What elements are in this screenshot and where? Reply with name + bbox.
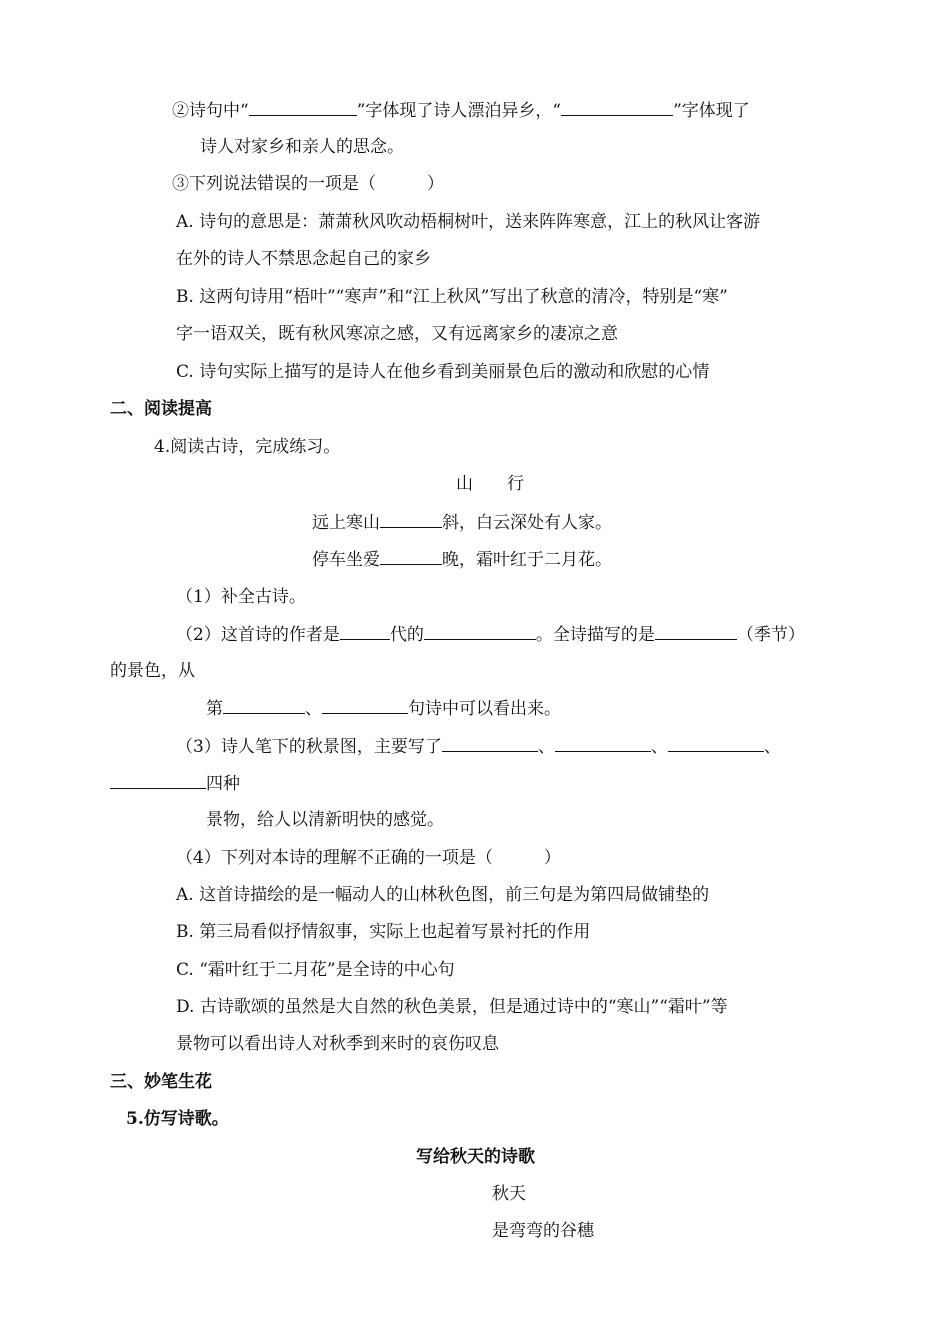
q4-option-d-cont: 景物可以看出诗人对秋季到来时的哀伤叹息 xyxy=(176,1034,499,1054)
answer-blank[interactable] xyxy=(340,623,390,640)
answer-blank[interactable] xyxy=(110,772,206,789)
q4-part-2-line3: 第 、 句诗中可以看出来。 xyxy=(206,699,561,719)
q4-option-b: B. 第三局看似抒情叙事，实际上也起着写景衬托的作用 xyxy=(176,922,591,942)
answer-blank[interactable] xyxy=(668,735,764,752)
poem-line-2: 是弯弯的谷穗 xyxy=(492,1221,594,1241)
q4-part-2-cont: 的景色，从 xyxy=(110,661,195,681)
q3-option-c: C. 诗句实际上描写的是诗人在他乡看到美丽景色后的激动和欣慰的心情 xyxy=(176,362,710,382)
poem-line-1: 远上寒山 斜，白云深处有人家。 xyxy=(312,513,612,533)
answer-blank[interactable] xyxy=(555,735,651,752)
answer-blank[interactable] xyxy=(322,697,408,714)
q3-sub2-line2: 诗人对家乡和亲人的思念。 xyxy=(200,137,404,157)
q3-sub2: ②诗句中“ ”字体现了诗人漂泊异乡，“ ”字体现了 xyxy=(172,101,750,121)
section-heading: 二、阅读提高 xyxy=(110,399,212,419)
question-5: 5.仿写诗歌。 xyxy=(126,1109,229,1129)
poem-title: 山 行 xyxy=(456,474,524,494)
q3-option-a: A. 诗句的意思是：萧萧秋风吹动梧桐树叶，送来阵阵寒意，江上的秋风让客游 xyxy=(176,212,761,232)
answer-blank[interactable] xyxy=(424,623,536,640)
answer-blank[interactable] xyxy=(380,511,442,528)
q3-option-b: B. 这两句诗用“梧叶”“寒声”和“江上秋风”写出了秋意的清冷，特别是“寒” xyxy=(176,287,728,307)
q4-part-2: （2）这首诗的作者是 代的 。全诗描写的是 （季节） xyxy=(176,625,805,645)
answer-blank[interactable] xyxy=(223,697,305,714)
q3-option-a-cont: 在外的诗人不禁思念起自己的家乡 xyxy=(176,249,431,269)
poem-line-2: 停车坐爱 晚，霜叶红于二月花。 xyxy=(312,550,612,570)
q4-part-3-line3: 景物，给人以清新明快的感觉。 xyxy=(206,810,444,830)
question-4-intro: 4.阅读古诗，完成练习。 xyxy=(154,437,341,457)
section-heading: 三、妙笔生花 xyxy=(110,1072,212,1092)
q4-part-1: （1）补全古诗。 xyxy=(176,587,306,607)
q4-part-3: （3）诗人笔下的秋景图，主要写了 、 、 、 xyxy=(176,737,781,757)
answer-blank[interactable] xyxy=(655,623,737,640)
answer-blank[interactable] xyxy=(442,735,538,752)
q4-option-c: C. “霜叶红于二月花”是全诗的中心句 xyxy=(176,960,455,980)
q4-part-4: （4）下列对本诗的理解不正确的一项是（ ） xyxy=(176,848,561,868)
answer-blank[interactable] xyxy=(561,99,673,116)
q3-option-b-cont: 字一语双关，既有秋风寒凉之感，又有远离家乡的凄凉之意 xyxy=(176,324,618,344)
answer-blank[interactable] xyxy=(249,99,357,116)
q4-option-d: D. 古诗歌颂的虽然是大自然的秋色美景，但是通过诗中的“寒山”“霜叶”等 xyxy=(176,997,728,1017)
poem-title: 写给秋天的诗歌 xyxy=(416,1147,535,1167)
q4-option-a: A. 这首诗描绘的是一幅动人的山林秋色图，前三句是为第四局做铺垫的 xyxy=(176,885,710,905)
q3-sub3: ③下列说法错误的一项是（ ） xyxy=(172,174,444,194)
poem-line-1: 秋天 xyxy=(492,1184,526,1204)
answer-blank[interactable] xyxy=(380,548,442,565)
q4-part-3-cont: 四种 xyxy=(110,772,240,795)
